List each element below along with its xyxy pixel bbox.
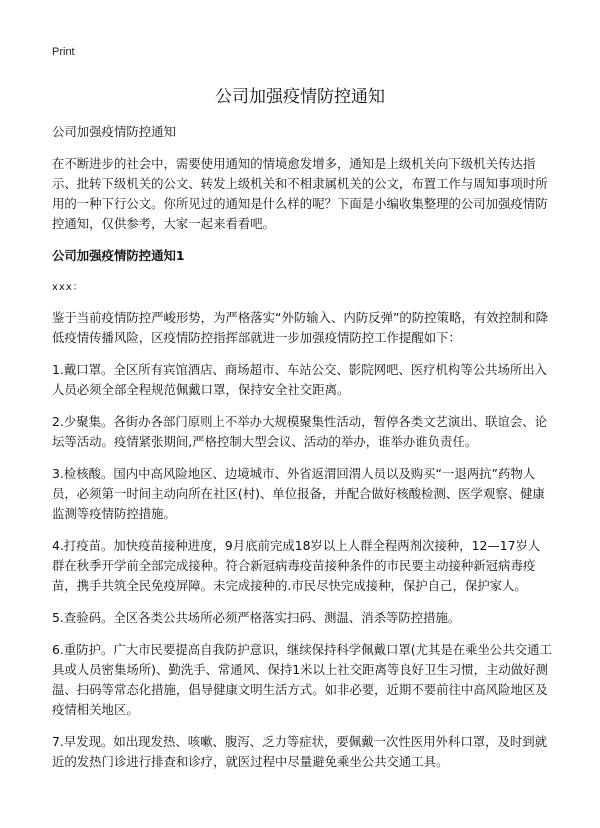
- measure-item-7: 7.早发现。如出现发热、咳嗽、腹泻、乏力等症状，要佩戴一次性医用外科口罩，及时到就近的发热门诊进行排查和诊疗，就医过程中尽量避免乘坐公共交通工具。: [52, 734, 548, 769]
- print-link[interactable]: Print: [52, 46, 75, 58]
- section-heading: 公司加强疫情防控通知1: [52, 248, 185, 263]
- measure-item-4: 4.打疫苗。加快疫苗接种进度，9月底前完成18岁以上人群全程两剂次接种，12—17岁人群在秋季开学前全部完成接种。符合新冠病毒疫苗接种条件的市民要主动接种新冠病毒疫苗，携手共筑全民免疫屏障。未完成接种的.市民尽快完成接种，保护自己，保护家人。: [52, 538, 541, 593]
- measure-item-5: 5.查验码。全区各类公共场所必须严格落实扫码、测温、消杀等防控措施。: [52, 610, 461, 625]
- document-body: [52, 122, 552, 784]
- lead-paragraph: 鉴于当前疫情防控严峻形势，为严格落实“外防输入、内防反弹”的防控策略，有效控制和降低疫情传播风险，区疫情防控指挥部就进一步加强疫情防控工作提醒如下：: [52, 310, 549, 345]
- measure-item-3: 3.检核酸。国内中高风险地区、边境城市、外省返渭回渭人员以及购买“一退两抗”药物人员，必须第一时间主动向所在社区(村)、单位报备，并配合做好核酸检测、医学观察、健康监测等疫情防控措施。: [52, 466, 545, 521]
- intro-paragraph: 在不断进步的社会中，需要使用通知的情境愈发增多，通知是上级机关向下级机关传达指示、批转下级机关的公文、转发上级机关和不相隶属机关的公文，布置工作与周知事项时所用的一种下行公文。你所见过的通知是什么样的呢？下面是小编收集整理的公司加强疫情防控通知，仅供参考，大家一起来看看吧。: [52, 156, 548, 231]
- page-title: 公司加强疫情防控通知: [215, 87, 385, 107]
- measure-item-1: 1.戴口罩。全区所有宾馆酒店、商场超市、车站公交、影院网吧、医疗机构等公共场所出入人员必须全部全程规范佩戴口罩，保持安全社交距离。: [52, 362, 548, 397]
- subtitle: 公司加强疫情防控通知: [52, 124, 176, 139]
- measure-item-2: 2.少聚集。各街办各部门原则上不举办大规模聚集性活动，暂停各类文艺演出、联谊会、论坛等活动。疫情紧张期间,严格控制大型会议、活动的举办，谁举办谁负责任。: [52, 414, 548, 449]
- salutation: xxx：: [52, 282, 84, 293]
- measure-item-6: 6.重防护。广大市民要提高自我防护意识，继续保持科学佩戴口罩(尤其是在乘坐公共交通工具或人员密集场所)、勤洗手、常通风、保持1米以上社交距离等良好卫生习惯，主动做好测温、扫码等常态化措施，倡导健康文明生活方式。如非必要，近期不要前往中高风险地区及疫情相关地区。: [52, 642, 552, 717]
